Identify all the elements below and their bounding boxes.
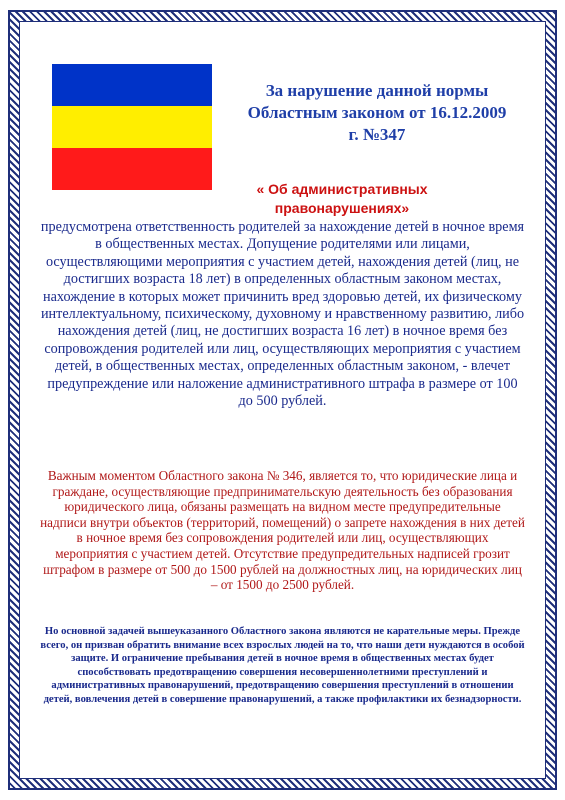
page-title: За нарушение данной нормы Областным законом от 16.12.2009 г. №347 xyxy=(247,81,507,144)
law-name: « Об административных правонарушениях» xyxy=(256,181,428,216)
main-paragraph: предусмотрена ответственность родителей за нахождение детей в ночное время в общественных местах. Допущение родителями или лицами, осуществляющими мероприятия с участием детей, нахождения детей (лиц, не достигших возраста 18 лет) в определенных областным законом местах, нахождение в которых может причинить вред здоровью детей, их физическому интеллектуальному, психическому, духовному и нравственному развитию, либо нахождения детей (лиц, не достигших возраста 16 лет) в ночное время без сопровождения родителей или лиц, осуществляющих мероприятия с участием детей, в общественных местах, определенных областным законом, - влечет предупреждение или наложение административного штрафа в размере от 100 до 500 рублей. xyxy=(40,219,525,410)
flag-image xyxy=(52,64,212,190)
summary-paragraph: Но основной задачей вышеуказанного Областного закона являются не карательные меры. Прежде всего, он призван обратить внимание всех взрослых людей на то, что наши дети нуждаются в особой защите. И ограничение пребывания детей в ночное время в общественных местах будет способствовать предотвращению совершения несовершеннолетними преступлений и административных правонарушений, предотвращению совершения преступлений в отношении детей, вовлечения детей в совершение правонарушений, а также профилактики их безнадзорности. xyxy=(40,626,525,705)
important-note-paragraph: Важным моментом Областного закона № 346, является то, что юридические лица и граждане, осуществляющие предпринимательскую деятельность без образования юридического лица, обязаны размещать на видном месте предупредительные надписи внутри объектов (территорий, помещений) о запрете нахождения в них детей в ночное время без сопровождения родителей или лиц, осуществляющих мероприятия с участием детей. Отсутствие предупредительных надписей грозит штрафом в размере от 500 до 1500 рублей на должностных лиц, на юридических лиц – от 1500 до 2500 рублей. xyxy=(40,468,525,593)
flag-stripe-yellow xyxy=(52,106,212,148)
flag-stripe-blue xyxy=(52,64,212,106)
flag-stripe-red xyxy=(52,148,212,190)
